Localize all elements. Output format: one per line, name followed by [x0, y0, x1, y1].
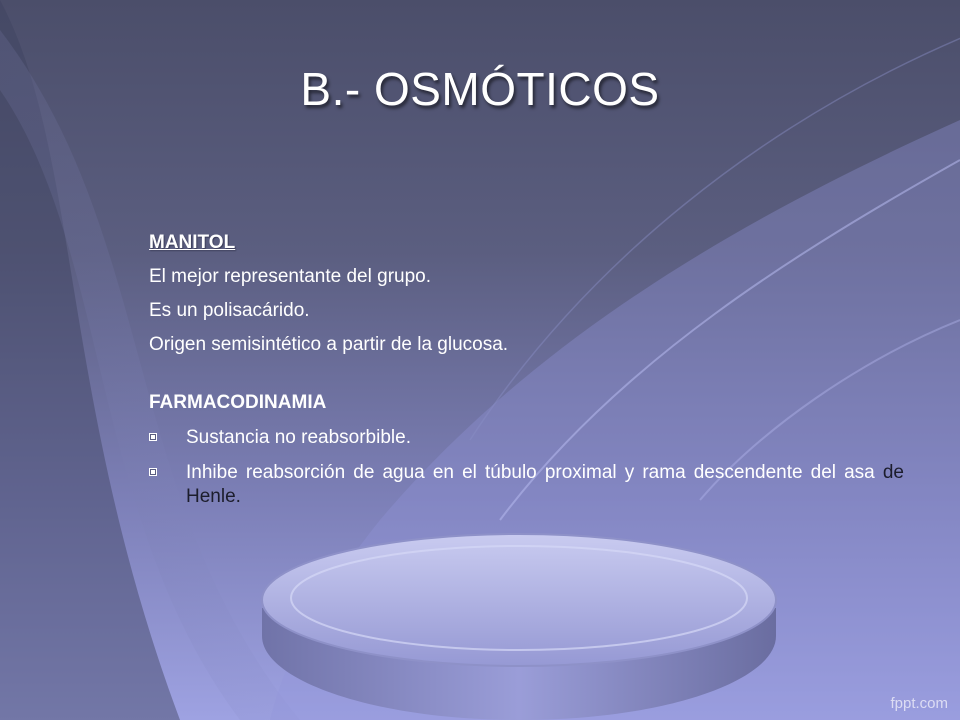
bullet-item [149, 426, 904, 450]
square-bullet-icon [149, 468, 157, 476]
bullet-text: Sustancia no reabsorbible. [186, 427, 411, 448]
pill-tablet-icon [262, 534, 776, 720]
bullet-text: Inhibe reabsorción de agua en el túbulo proximal y rama descendente del asa [186, 462, 883, 483]
fppt-logo: fppt.com [890, 695, 948, 712]
text-line: Es un polisacárido. [149, 300, 310, 321]
heading-manitol: MANITOL [149, 232, 236, 253]
slide-content [149, 232, 904, 520]
text-line: Origen semisintético a partir de la glucosa. [149, 334, 509, 355]
heading-farmacodinamia: FARMACODINAMIA [149, 392, 327, 413]
bullet-highlight-text: de Henle. [186, 462, 904, 507]
bullet-item [149, 461, 904, 509]
text-line: El mejor representante del grupo. [149, 266, 431, 287]
square-bullet-icon [149, 433, 157, 441]
slide-title: B.- OSMÓTICOS [300, 63, 660, 115]
